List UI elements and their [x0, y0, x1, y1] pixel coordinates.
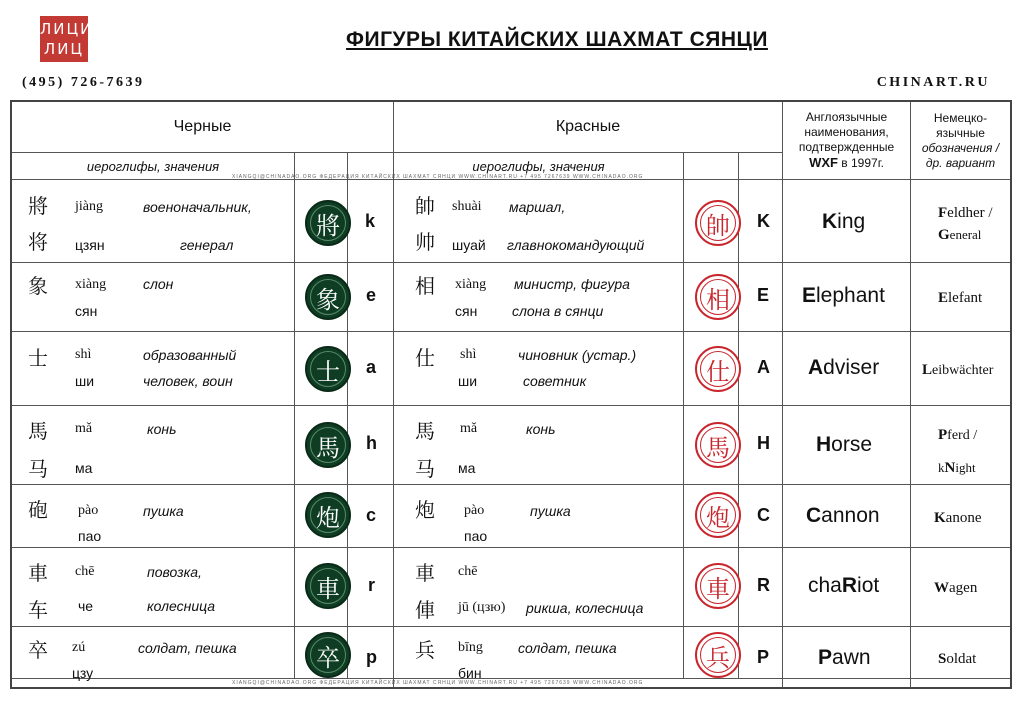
red-hanzi: 仕: [415, 346, 435, 370]
black-russian-reading: пао: [78, 528, 102, 544]
logo-seal: ЛИЦИ ЛИЦ: [40, 16, 88, 62]
black-hanzi: 砲: [28, 498, 48, 522]
black-meaning: военоначальник,: [143, 199, 252, 215]
black-hanzi: 車: [28, 561, 48, 585]
german-name: Soldat: [938, 651, 977, 667]
red-meaning: маршал,: [509, 199, 566, 215]
black-meaning: повозка,: [147, 564, 202, 580]
black-russian-reading: ши: [75, 373, 95, 389]
red-meaning: пушка: [530, 503, 571, 519]
black-header: Черные: [173, 118, 232, 135]
black-meaning: пушка: [143, 503, 184, 519]
divider: [782, 102, 783, 687]
black-hanzi: 將: [28, 194, 48, 218]
red-hanzi: 車: [415, 561, 435, 585]
black-cannon-piece: 炮: [305, 492, 351, 538]
black-pinyin: mǎ: [75, 421, 93, 436]
red-pinyin: shuài: [452, 199, 482, 214]
red-hanzi: 炮: [415, 498, 435, 522]
red-hanzi: 相: [415, 274, 435, 298]
red-hanzi: 兵: [415, 638, 435, 662]
english-name: Adviser: [808, 356, 880, 379]
divider: [12, 678, 1010, 679]
phone-number: (495) 726-7639: [22, 75, 145, 90]
red-chariot-piece: 車: [695, 563, 741, 609]
red-hanzi: 馬: [415, 419, 435, 443]
red-russian-reading: ма: [458, 460, 476, 476]
black-chariot-piece: 車: [305, 563, 351, 609]
black-russian-reading: сян: [75, 303, 98, 319]
german-name: Elefant: [938, 290, 983, 306]
black-letter: c: [366, 505, 377, 525]
black-soldier-piece: 卒: [305, 632, 351, 678]
black-meaning-2: колесница: [147, 598, 216, 614]
red-meaning: чиновник (устар.): [518, 347, 637, 363]
divider: [12, 262, 1010, 263]
divider: [12, 484, 1010, 485]
red-hanzi-simplified: 帅: [415, 230, 435, 254]
black-meaning: солдат, пешка: [138, 640, 237, 656]
black-letter: a: [366, 357, 377, 377]
red-russian-reading: сян: [455, 303, 478, 319]
red-elephant-piece: 相: [695, 274, 741, 320]
german-name: Leibwächter: [922, 362, 994, 378]
black-pinyin: zú: [72, 640, 86, 655]
red-soldier-piece: 兵: [695, 632, 741, 678]
black-hanzi-simplified: 将: [28, 230, 48, 254]
red-alt-reading: jū (цзю): [458, 600, 506, 615]
black-letter: k: [365, 211, 376, 231]
red-cannon-piece: 炮: [695, 492, 741, 538]
black-pinyin: xiàng: [75, 277, 107, 292]
red-letter: C: [757, 505, 770, 525]
black-meaning-2: человек, воин: [143, 373, 233, 389]
red-horse-piece: 馬: [695, 422, 741, 468]
black-advisor-piece: 士: [305, 346, 351, 392]
red-meaning: солдат, пешка: [518, 640, 617, 656]
red-hanzi: 帥: [415, 194, 435, 218]
black-russian-reading: ма: [75, 460, 93, 476]
black-meaning: слон: [143, 276, 174, 292]
black-hanzi: 象: [28, 274, 48, 298]
black-hanzi-simplified: 马: [28, 457, 48, 481]
red-letter: A: [757, 357, 770, 377]
black-letter: r: [368, 575, 376, 595]
divider: [910, 102, 911, 687]
red-advisor-piece: 仕: [695, 346, 741, 392]
red-pinyin: mǎ: [460, 421, 478, 436]
red-meaning-2: советник: [523, 373, 587, 389]
red-meaning-2: рикша, колесница: [526, 600, 644, 616]
black-meaning-2: генерал: [180, 237, 234, 253]
red-meaning-2: главнокомандующий: [507, 237, 645, 253]
watermark-strip-bottom: XIANGQI@CHINADAO.ORG ФЕДЕРАЦИЯ КИТАЙСКИХ ШАХМАТ СЯНЦИ WWW.CHINART.RU +7 495 7267639 WWW.CHINADAO.ORG: [232, 680, 644, 686]
red-general-piece: 帥: [695, 200, 741, 246]
black-elephant-piece: 象: [305, 274, 351, 320]
divider: [683, 152, 684, 678]
german-name: Kanone: [934, 510, 982, 526]
black-hanzi: 馬: [28, 419, 48, 443]
divider: [393, 102, 394, 687]
divider: [294, 152, 295, 678]
english-name: Cannon: [806, 504, 880, 527]
black-pinyin: shì: [75, 347, 92, 362]
black-letter: e: [366, 285, 377, 305]
red-pinyin: bīng: [458, 640, 483, 655]
black-russian-reading: цзян: [75, 237, 105, 253]
black-letter: h: [366, 433, 377, 453]
english-name: Horse: [816, 433, 873, 456]
red-meaning-2: слона в сянци: [512, 303, 604, 319]
red-subheader: иероглифы, значения: [472, 158, 605, 174]
pieces-table: [10, 100, 1012, 689]
black-meaning: образованный: [143, 347, 237, 363]
black-general-piece: 將: [305, 200, 351, 246]
divider: [12, 547, 1010, 548]
red-letter: P: [757, 647, 770, 667]
red-header: Красные: [555, 118, 621, 135]
red-meaning: конь: [526, 421, 556, 437]
black-pinyin: jiàng: [75, 199, 103, 214]
black-hanzi: 卒: [28, 638, 48, 662]
black-letter: p: [366, 647, 377, 667]
divider: [12, 331, 1010, 332]
page-title: ФИГУРЫ КИТАЙСКИХ ШАХМАТ СЯНЦИ: [346, 28, 768, 51]
black-hanzi: 士: [28, 346, 48, 370]
red-letter: R: [757, 575, 770, 595]
divider: [12, 626, 1010, 627]
site-url: CHINART.RU: [876, 75, 990, 90]
red-pinyin: chē: [458, 564, 478, 579]
red-hanzi-alt: 俥: [415, 598, 435, 622]
english-name: Elephant: [802, 284, 885, 307]
divider: [12, 405, 1010, 406]
black-subheader: иероглифы, значения: [86, 158, 220, 174]
red-meaning: министр, фигура: [514, 276, 630, 292]
red-pinyin: xiàng: [455, 277, 487, 292]
red-russian-reading: пао: [464, 528, 488, 544]
english-header: Англоязычные наименования, подтвержденные WXF в 1997г.: [798, 110, 895, 170]
german-name: Feldher / General: [938, 205, 993, 243]
black-pinyin: chē: [75, 564, 95, 579]
red-letter: H: [757, 433, 770, 453]
red-russian-reading: бин: [458, 665, 482, 681]
red-hanzi-simplified: 马: [415, 457, 435, 481]
red-letter: K: [757, 211, 770, 231]
english-name: chaRiot: [808, 574, 880, 597]
red-russian-reading: ши: [458, 373, 478, 389]
watermark-strip-top: XIANGQI@CHINADAO.ORG ФЕДЕРАЦИЯ КИТАЙСКИХ ШАХМАТ СЯНЦИ WWW.CHINART.RU +7 495 7267639 WWW.CHINADAO.ORG: [232, 174, 644, 180]
red-pinyin: shì: [460, 347, 477, 362]
german-name: Pferd / kNight: [938, 427, 978, 476]
black-russian-reading: че: [78, 598, 94, 614]
red-letter: E: [757, 285, 770, 305]
german-name: Wagen: [934, 580, 978, 596]
black-horse-piece: 馬: [305, 422, 351, 468]
red-russian-reading: шуай: [452, 237, 486, 253]
english-name: Pawn: [818, 646, 871, 669]
red-pinyin: pào: [464, 503, 485, 518]
black-pinyin: pào: [78, 503, 99, 518]
black-meaning: конь: [147, 421, 177, 437]
black-russian-reading: цзу: [72, 665, 94, 681]
black-hanzi-simplified: 车: [28, 598, 48, 622]
german-header: Немецко- язычные обозначения / др. вариант: [921, 110, 1000, 170]
english-name: King: [822, 210, 866, 233]
